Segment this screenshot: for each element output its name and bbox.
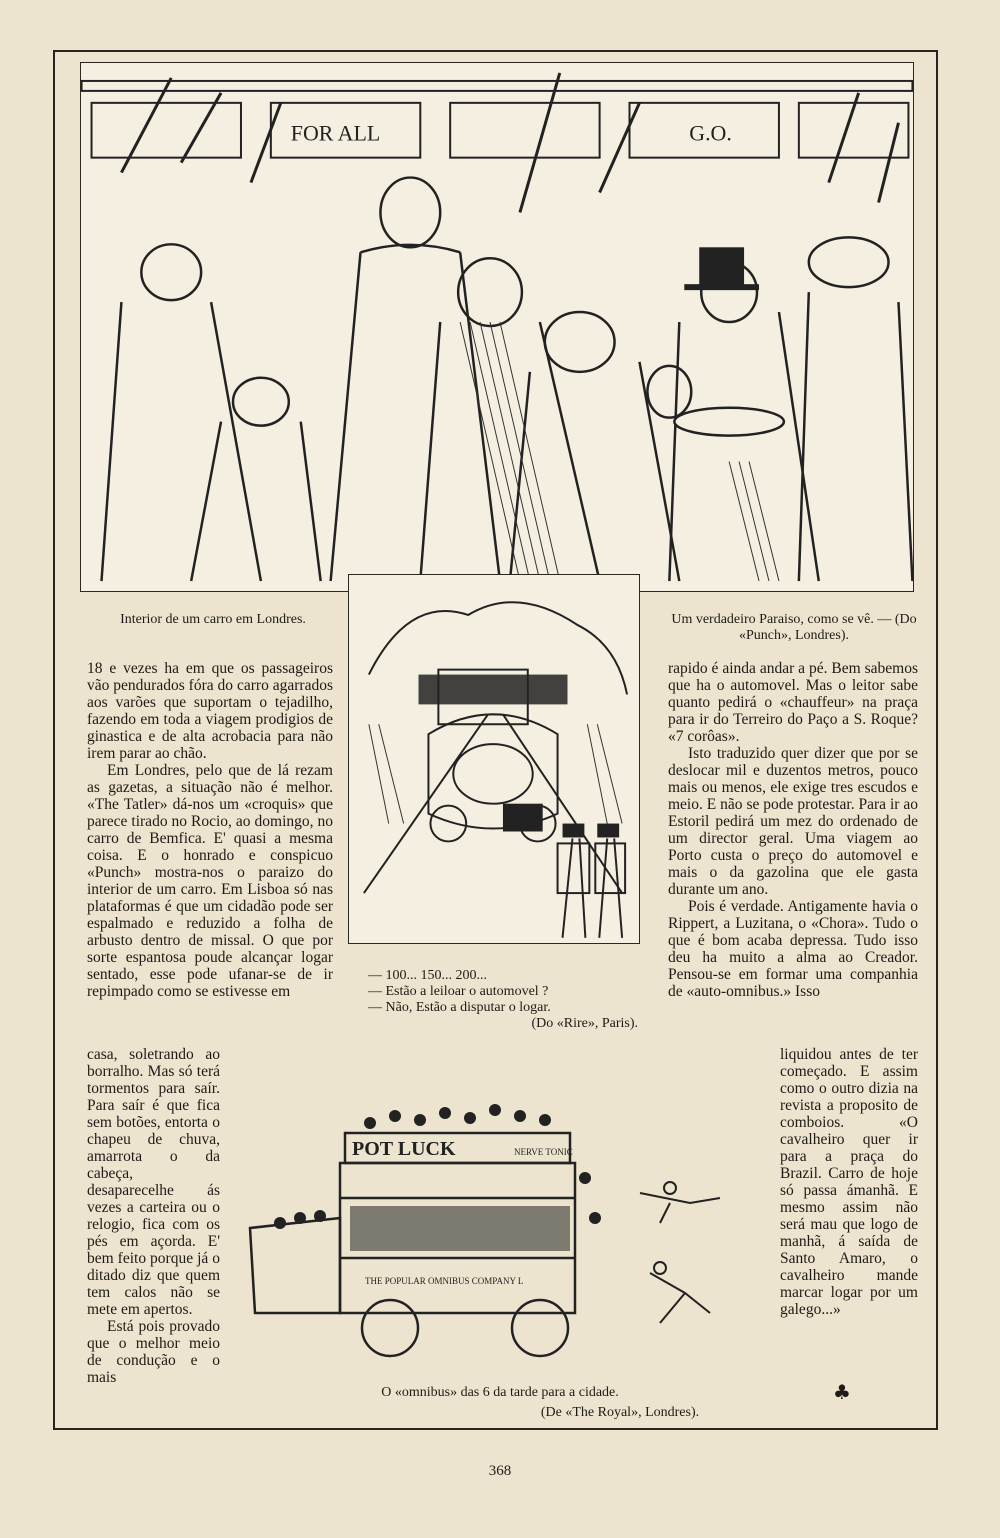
dialogue-line-3: — Não, Estão a disputar o logar. (368, 1000, 551, 1015)
text-column-right-lower (780, 1046, 918, 1318)
svg-text:THE POPULAR OMNIBUS COMPANY L: THE POPULAR OMNIBUS COMPANY L (365, 1276, 524, 1286)
crowded-tram-icon (81, 63, 913, 591)
dialogue-line-1: — 100... 150... 200... (368, 968, 487, 983)
svg-text:POT LUCK: POT LUCK (352, 1138, 456, 1160)
right-paragraph-4: liquidou antes de ter começado. E assim como o outro dizia na revista a proposito de comboios. «O cavalheiro quer ir para a praça do Brazil. Carro de hoje só passa ámanhã. E mesmo assim não será mau que logo de manhã, á saída de Santo Amaro, o cavalheiro mande marcar logar por um galego...» (780, 1046, 918, 1318)
svg-text:NERVE TONIC: NERVE TONIC (514, 1147, 573, 1157)
svg-text:FOR ALL: FOR ALL (290, 120, 381, 146)
left-paragraph-3: casa, soletrando ao borralho. Mas só terá tormentos para saír. Para saír é que fica sem botões, entorta o chapeu de chuva, amarrota o da cabeça, desaparecelhe ás vezes a carteira ou o relogio, fica com os pés em açorda. E' bem feito porque já o ditado diz que quem tem calos não se mete em apertos. (87, 1046, 220, 1318)
club-ornament-icon: ♣ (833, 1380, 851, 1404)
automobile-illustration (348, 574, 640, 944)
text-column-left-lower (87, 1046, 220, 1386)
automobile-crowd-icon (349, 575, 639, 943)
crowded-omnibus-icon (240, 1058, 768, 1378)
omnibus-caption: O «omnibus» das 6 da tarde para a cidade. (381, 1385, 619, 1400)
left-paragraph-2: Em Londres, pelo que de lá rezam as gazetas, a situação não é melhor. «The Tatler» dá-nos um «croquis» que parece tirado no Rocio, ao domingo, no carro de Bemfica. E' quasi a mesma coisa. E o honrado e conspicuo «Punch» mostra-nos o paraizo do interior de um carro. Em Lisboa só nas plataformas é que um cidadão pode ser espalmado e reduzido a folha de arbusto dentro de missal. O que por sorte espantosa poude alcançar logar sentado, esse pode ufanar-se de ir repimpado como se estivesse em (87, 762, 333, 1000)
left-paragraph-4: Está pois provado que o melhor meio de condução e o mais (87, 1318, 220, 1386)
svg-text:G.O.: G.O. (689, 120, 732, 146)
omnibus-source: (De «The Royal», Londres). (540, 1405, 700, 1420)
text-column-left (87, 660, 333, 1000)
text-column-right (668, 660, 918, 1000)
right-paragraph-3: Pois é verdade. Antigamente havia o Rippert, a Luzitana, o «Chora». Tudo o que é bom acaba depressa. Tudo isso deu ha muito a alma ao Creador. Pensou-se em formar uma companhia de «auto-omnibus.» Isso (668, 898, 918, 1000)
tram-illustration (80, 62, 914, 592)
omnibus-illustration (240, 1058, 768, 1378)
tram-caption-left: Interior de um carro em Londres. (120, 612, 306, 627)
page-number: 368 (488, 1463, 512, 1479)
dialogue-line-2: — Estão a leiloar o automovel ? (368, 984, 549, 999)
left-paragraph-1: 18 e vezes ha em que os passageiros vão pendurados fóra do carro agarrados aos varões que suportam o tejadilho, fazendo em toda a viagem prodigios de ginastica e de alta acrobacia para não irem parar ao chão. (87, 660, 333, 762)
automobile-source: (Do «Rire», Paris). (531, 1016, 638, 1031)
automobile-dialogue (368, 968, 648, 1032)
right-paragraph-1: rapido é ainda andar a pé. Bem sabemos que ha o automovel. Mas o leitor sabe quanto pedirá o «chauffeur» na praça para ir do Terreiro do Paço a S. Roque? «7 corôas». (668, 660, 918, 745)
tram-caption-right: Um verdadeiro Paraiso, como se vê. — (Do «Punch», Londres). (671, 612, 917, 643)
right-paragraph-2: Isto traduzido quer dizer que por se deslocar mil e duzentos metros, pouco mais ou menos, ele exige tres escudos e meio. E não se pode protestar. Para ir ao Estoril pedirá um mez do ordenado de um director geral. Uma viagem ao Porto custa o preço do automovel e mais o da gazolina que ele gasta durante um ano. (668, 745, 918, 898)
